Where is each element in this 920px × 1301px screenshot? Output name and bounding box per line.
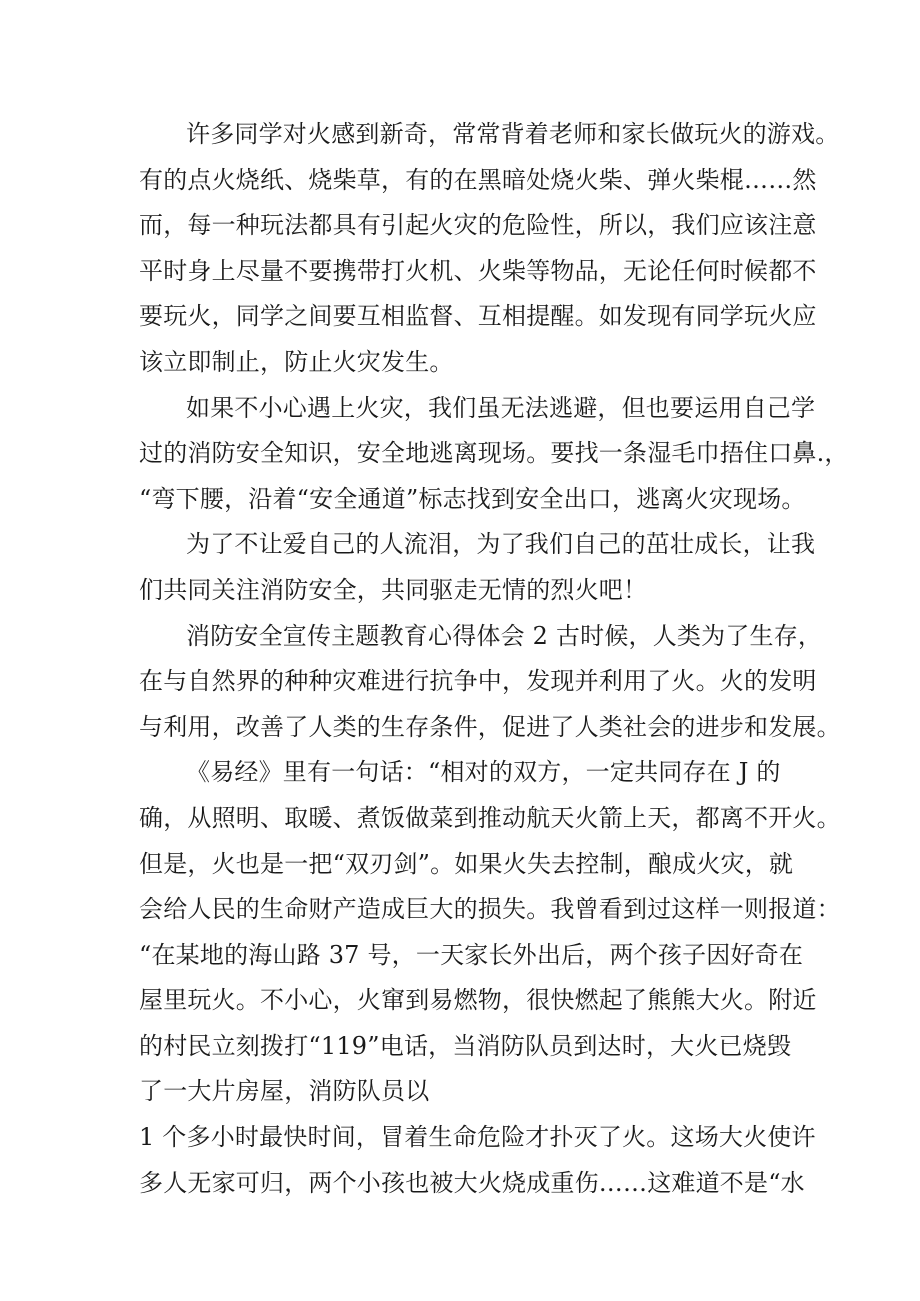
text-line: 为了不让爱自己的人流泪，为了我们自己的茁壮成长，让我 (186, 530, 816, 559)
text-line: 平时身上尽量不要携带打火机、火柴等物品，无论任何时候都不 (139, 256, 817, 285)
text-line: “在某地的海山路 37 号，一天家长外出后，两个孩子因好奇在 (139, 940, 804, 969)
text-line: “弯下腰，沿着“安全通道”标志找到安全出口，逃离火灾现场。 (139, 484, 806, 513)
text-line: 而，每一种玩法都具有引起火灾的危险性，所以，我们应该注意 (139, 211, 817, 240)
text-line: 许多同学对火感到新奇，常常背着老师和家长做玩火的游戏。 (186, 120, 840, 148)
text-line: 《易经》里有一句话：“相对的双方，一定共同存在 J 的 (186, 758, 781, 787)
text-line: 要玩火，同学之间要互相监督、互相提醒。如发现有同学玩火应 (139, 302, 817, 331)
text-line: 了一大片房屋，消防队员以 (139, 1077, 430, 1106)
text-line: 在与自然界的种种灾难进行抗争中，发现并利用了火。火的发明 (139, 667, 817, 696)
text-line: 但是，火也是一把“双刃剑”。如果火失去控制，酿成火灾，就 (139, 849, 794, 878)
text-line: 会给人民的生命财产造成巨大的损失。我曾看到过这样一则报道： (139, 895, 841, 924)
text-line: 的村民立刻拨打“119”电话，当消防队员到达时，大火已烧毁 (139, 1031, 792, 1060)
text-line: 该立即制止，防止火灾发生。 (139, 347, 454, 376)
text-line: 消防安全宣传主题教育心得体会 2 古时候，人类为了生存， (186, 621, 823, 650)
text-line: 与利用，改善了人类的生存条件，促进了人类社会的进步和发展。 (139, 712, 841, 741)
text-line: 屋里玩火。不小心，火窜到易燃物，很快燃起了熊熊大火。附近 (139, 986, 817, 1015)
text-line: 确，从照明、取暖、煮饭做菜到推动航天火箭上天，都离不开火。 (139, 803, 841, 832)
document-body (0, 112, 920, 1206)
text-line: 有的点火烧纸、烧柴草，有的在黑暗处烧火柴、弹火柴棍……然 (139, 165, 817, 194)
text-line: 过的消防安全知识，安全地逃离现场。要找一条湿毛巾捂住口鼻.， (139, 439, 849, 468)
text-line: 如果不小心遇上火灾，我们虽无法逃避，但也要运用自己学 (186, 393, 816, 422)
text-line: 们共同关注消防安全，共同驱走无情的烈火吧！ (139, 575, 648, 604)
text-line: 多人无家可归，两个小孩也被大火烧成重伤……这难道不是“水 (139, 1168, 805, 1197)
text-line: 1 个多小时最快时间，冒着生命危险才扑灭了火。这场大火使许 (139, 1123, 816, 1152)
